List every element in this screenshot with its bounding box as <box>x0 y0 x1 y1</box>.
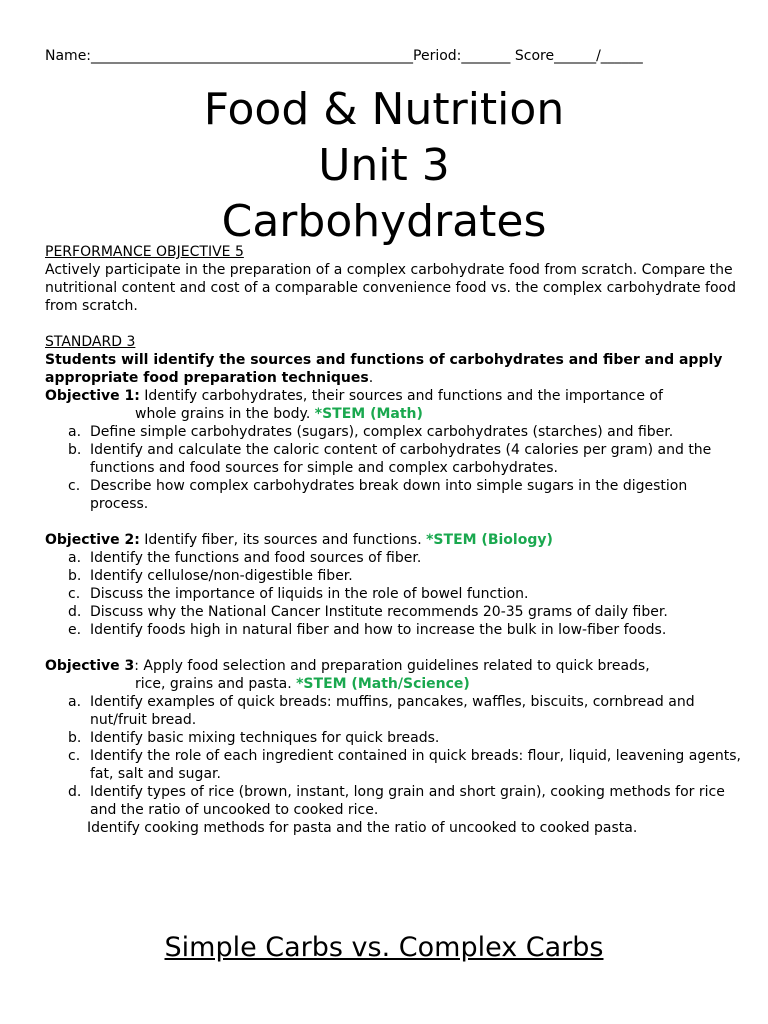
list-item <box>68 747 745 783</box>
standard-tail: . <box>368 370 374 386</box>
list-marker: b. <box>68 568 82 584</box>
list-marker: b. <box>68 730 82 746</box>
objective-2-stem: *STEM (Biology) <box>426 532 553 548</box>
list-marker: c. <box>68 478 81 494</box>
objective-3-intro-cont <box>45 675 745 693</box>
period-label: Period: <box>413 48 462 64</box>
list-item-text: Identify and calculate the caloric content of carbohydrates (4 calories per gram) and the functions and food sources for simple and complex carbohydrates. <box>90 442 712 476</box>
document-body <box>45 243 745 837</box>
list-item-text: Discuss why the National Cancer Institute recommends 20-35 grams of daily fiber. <box>90 604 668 620</box>
objective-2 <box>45 531 745 639</box>
list-item-text: Identify foods high in natural fiber and how to increase the bulk in low-fiber foods. <box>90 622 667 638</box>
list-item <box>68 783 745 819</box>
list-item <box>68 729 745 747</box>
objective-1-intro-cont <box>45 405 745 423</box>
objective-1-text-2: whole grains in the body. <box>135 406 315 422</box>
title-line-2: Unit 3 <box>318 140 450 191</box>
objective-1-label: Objective 1: <box>45 388 140 404</box>
objective-3-label: Objective 3 <box>45 658 135 674</box>
objective-2-intro <box>45 531 745 549</box>
name-label: Name: <box>45 48 92 64</box>
list-item <box>68 441 745 477</box>
list-marker: e. <box>68 622 82 638</box>
document-title <box>0 82 768 250</box>
objective-2-text-1: Identify fiber, its sources and functions. <box>139 532 427 548</box>
list-item-text: Discuss the importance of liquids in the role of bowel function. <box>90 586 529 602</box>
objective-3-intro <box>45 657 745 675</box>
list-marker: a. <box>68 550 82 566</box>
list-marker: d. <box>68 604 82 620</box>
list-item <box>68 693 745 729</box>
list-item <box>68 477 745 513</box>
standard-text <box>45 351 745 387</box>
list-item <box>68 423 745 441</box>
section-heading-simple-vs-complex: Simple Carbs vs. Complex Carbs <box>164 932 604 963</box>
list-item-text: Identify basic mixing techniques for quick breads. <box>90 730 440 746</box>
list-item <box>68 567 745 585</box>
list-item-text: Describe how complex carbohydrates break down into simple sugars in the digestion process. <box>90 478 688 512</box>
objective-1-stem: *STEM (Math) <box>314 406 423 422</box>
standard-bold-text: Students will identify the sources and functions of carbohydrates and fiber and apply appropriate food preparation techniques <box>45 352 723 386</box>
list-item <box>68 603 745 621</box>
period-blank: _______ <box>461 48 511 64</box>
objective-3-extra-line: Identify cooking methods for pasta and the ratio of uncooked to cooked pasta. <box>87 820 638 836</box>
performance-objective-heading: PERFORMANCE OBJECTIVE 5 <box>45 244 244 260</box>
list-marker: c. <box>68 586 81 602</box>
objective-3-stem: *STEM (Math/Science) <box>296 676 470 692</box>
list-marker: d. <box>68 784 82 800</box>
objective-3-text-1: : Apply food selection and preparation guidelines related to quick breads, <box>134 658 650 674</box>
objective-1 <box>45 387 745 513</box>
title-line-3: Carbohydrates <box>221 196 547 247</box>
list-item-text: Define simple carbohydrates (sugars), complex carbohydrates (starches) and fiber. <box>90 424 674 440</box>
list-item-text: Identify the role of each ingredient contained in quick breads: flour, liquid, leavening agents, fat, salt and sugar. <box>90 748 741 782</box>
objective-2-list <box>45 549 745 639</box>
list-item <box>68 585 745 603</box>
score-label: Score <box>514 48 555 64</box>
list-marker: a. <box>68 694 82 710</box>
objective-1-text-1: Identify carbohydrates, their sources and functions and the importance of <box>139 388 663 404</box>
standard-section <box>45 333 745 387</box>
list-item-text: Identify types of rice (brown, instant, long grain and short grain), cooking methods for rice and the ratio of uncooked to cooked rice. <box>90 784 725 818</box>
performance-objective-section <box>45 243 745 315</box>
list-item <box>68 621 745 639</box>
list-marker: c. <box>68 748 81 764</box>
performance-objective-text: Actively participate in the preparation of a complex carbohydrate food from scratch. Compare the nutritional content and cost of a comparable convenience food vs. the complex carbohydrate food from scratch. <box>45 262 736 314</box>
objective-1-intro <box>45 387 745 405</box>
standard-heading: STANDARD 3 <box>45 334 136 350</box>
list-item-text: Identify examples of quick breads: muffins, pancakes, waffles, biscuits, cornbread and nut/fruit bread. <box>90 694 695 728</box>
list-marker: a. <box>68 424 82 440</box>
list-marker: b. <box>68 442 82 458</box>
list-item-text: Identify the functions and food sources of fiber. <box>90 550 422 566</box>
list-item-text: Identify cellulose/non-digestible fiber. <box>90 568 353 584</box>
objective-3-text-2: rice, grains and pasta. <box>135 676 297 692</box>
title-line-1: Food & Nutrition <box>203 84 565 135</box>
objective-2-label: Objective 2: <box>45 532 140 548</box>
student-info-line <box>45 47 725 65</box>
score-blank: ______/______ <box>554 48 643 64</box>
objective-3 <box>45 657 745 837</box>
objective-1-list <box>45 423 745 513</box>
objective-3-list <box>45 693 745 819</box>
name-blank: ______________________________________________ <box>91 48 414 64</box>
list-item <box>68 549 745 567</box>
